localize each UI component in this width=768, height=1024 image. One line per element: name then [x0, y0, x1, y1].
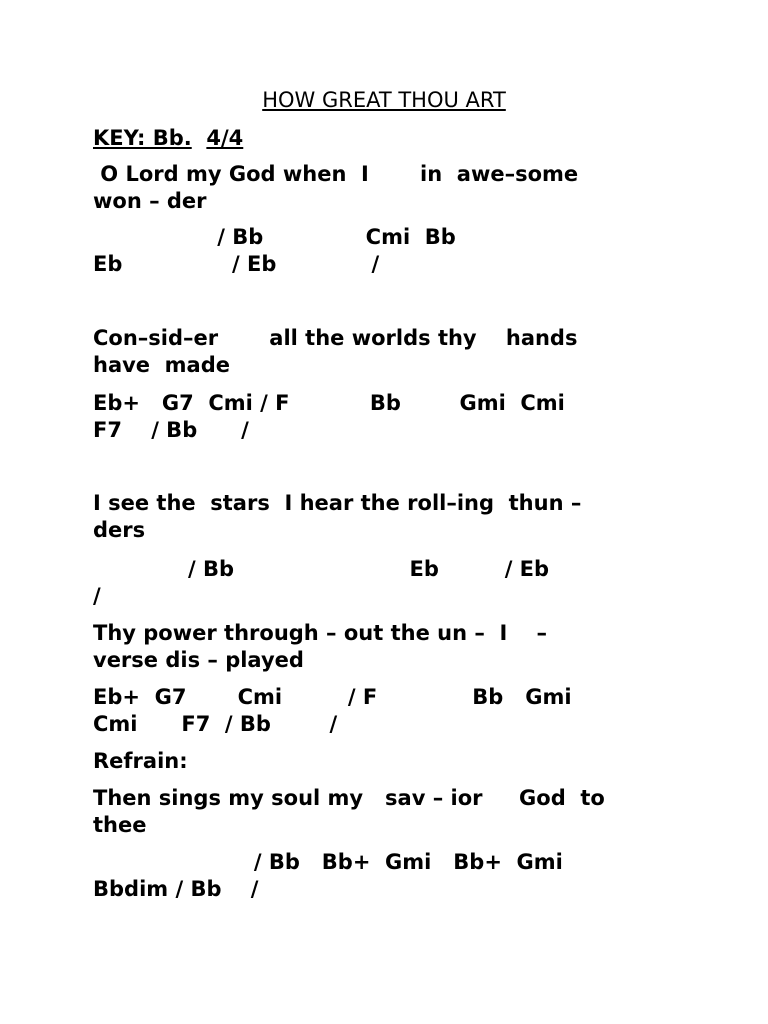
- chord-line-4: Eb+ G7 Cmi / F Bb Gmi Cmi F7 / Bb /: [93, 685, 572, 736]
- lyric-line-5: Then sings my soul my sav – ior God to thee: [93, 786, 605, 837]
- key-line: [93, 124, 243, 152]
- chord-line-1: / Bb Cmi Bb Eb / Eb /: [93, 225, 456, 276]
- lyric-line-1: O Lord my God when I in awe–some won – der: [93, 162, 579, 213]
- lyric-line-4: Thy power through – out the un – I – verse dis – played: [93, 621, 548, 672]
- chord-line-2: Eb+ G7 Cmi / F Bb Gmi Cmi F7 / Bb /: [93, 391, 565, 442]
- chord-line-5: / Bb Bb+ Gmi Bb+ Gmi Bbdim / Bb /: [93, 850, 563, 901]
- lyric-line-2: Con–sid–er all the worlds thy hands have made: [93, 326, 578, 377]
- refrain-heading: Refrain:: [93, 749, 188, 773]
- chord-line-3: / Bb Eb / Eb /: [93, 557, 550, 608]
- song-title: HOW GREAT THOU ART: [262, 88, 506, 112]
- time-signature: 4/4: [206, 126, 244, 150]
- key-label: KEY: Bb.: [93, 126, 192, 150]
- lyric-line-3: I see the stars I hear the roll–ing thun – ders: [93, 491, 582, 542]
